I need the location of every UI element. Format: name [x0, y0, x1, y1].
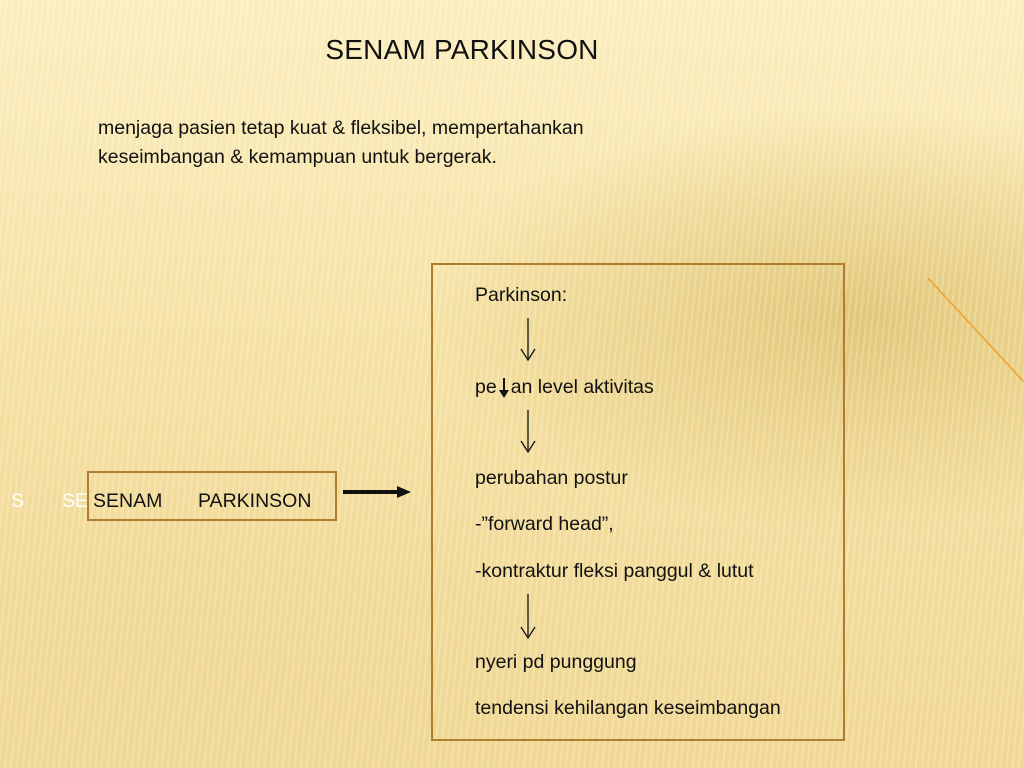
activity-suffix: an level aktivitas [510, 376, 654, 398]
flow-step-forward-head: -”forward head”, [475, 513, 614, 535]
activity-prefix: pe [475, 376, 497, 398]
slide-title: SENAM PARKINSON [325, 34, 599, 65]
label-senam: SENAM [93, 490, 163, 512]
down-arrow-icon [519, 410, 537, 454]
label-parkinson: PARKINSON [198, 490, 312, 512]
flow-step-back-pain: nyeri pd punggung [475, 651, 637, 673]
right-arrow-icon [343, 483, 411, 501]
flow-step-balance-loss: tendensi kehilangan keseimbangan [475, 697, 781, 719]
flow-step-posture: perubahan postur [475, 467, 628, 489]
ghost-text-se: SE [62, 490, 89, 512]
flow-step-parkinson: Parkinson: [475, 284, 568, 306]
ghost-text-s: S [11, 490, 25, 512]
intro-text: menjaga pasien tetap kuat & fleksibel, mempertahankan keseimbangan & kemampuan untuk bergerak. [98, 117, 584, 168]
decorative-line [928, 278, 1024, 382]
decrease-arrow-icon [497, 377, 511, 399]
flow-step-contracture: -kontraktur fleksi panggul & lutut [475, 560, 754, 582]
down-arrow-icon [519, 594, 537, 640]
down-arrow-icon [519, 318, 537, 362]
flow-step-activity [475, 376, 654, 399]
